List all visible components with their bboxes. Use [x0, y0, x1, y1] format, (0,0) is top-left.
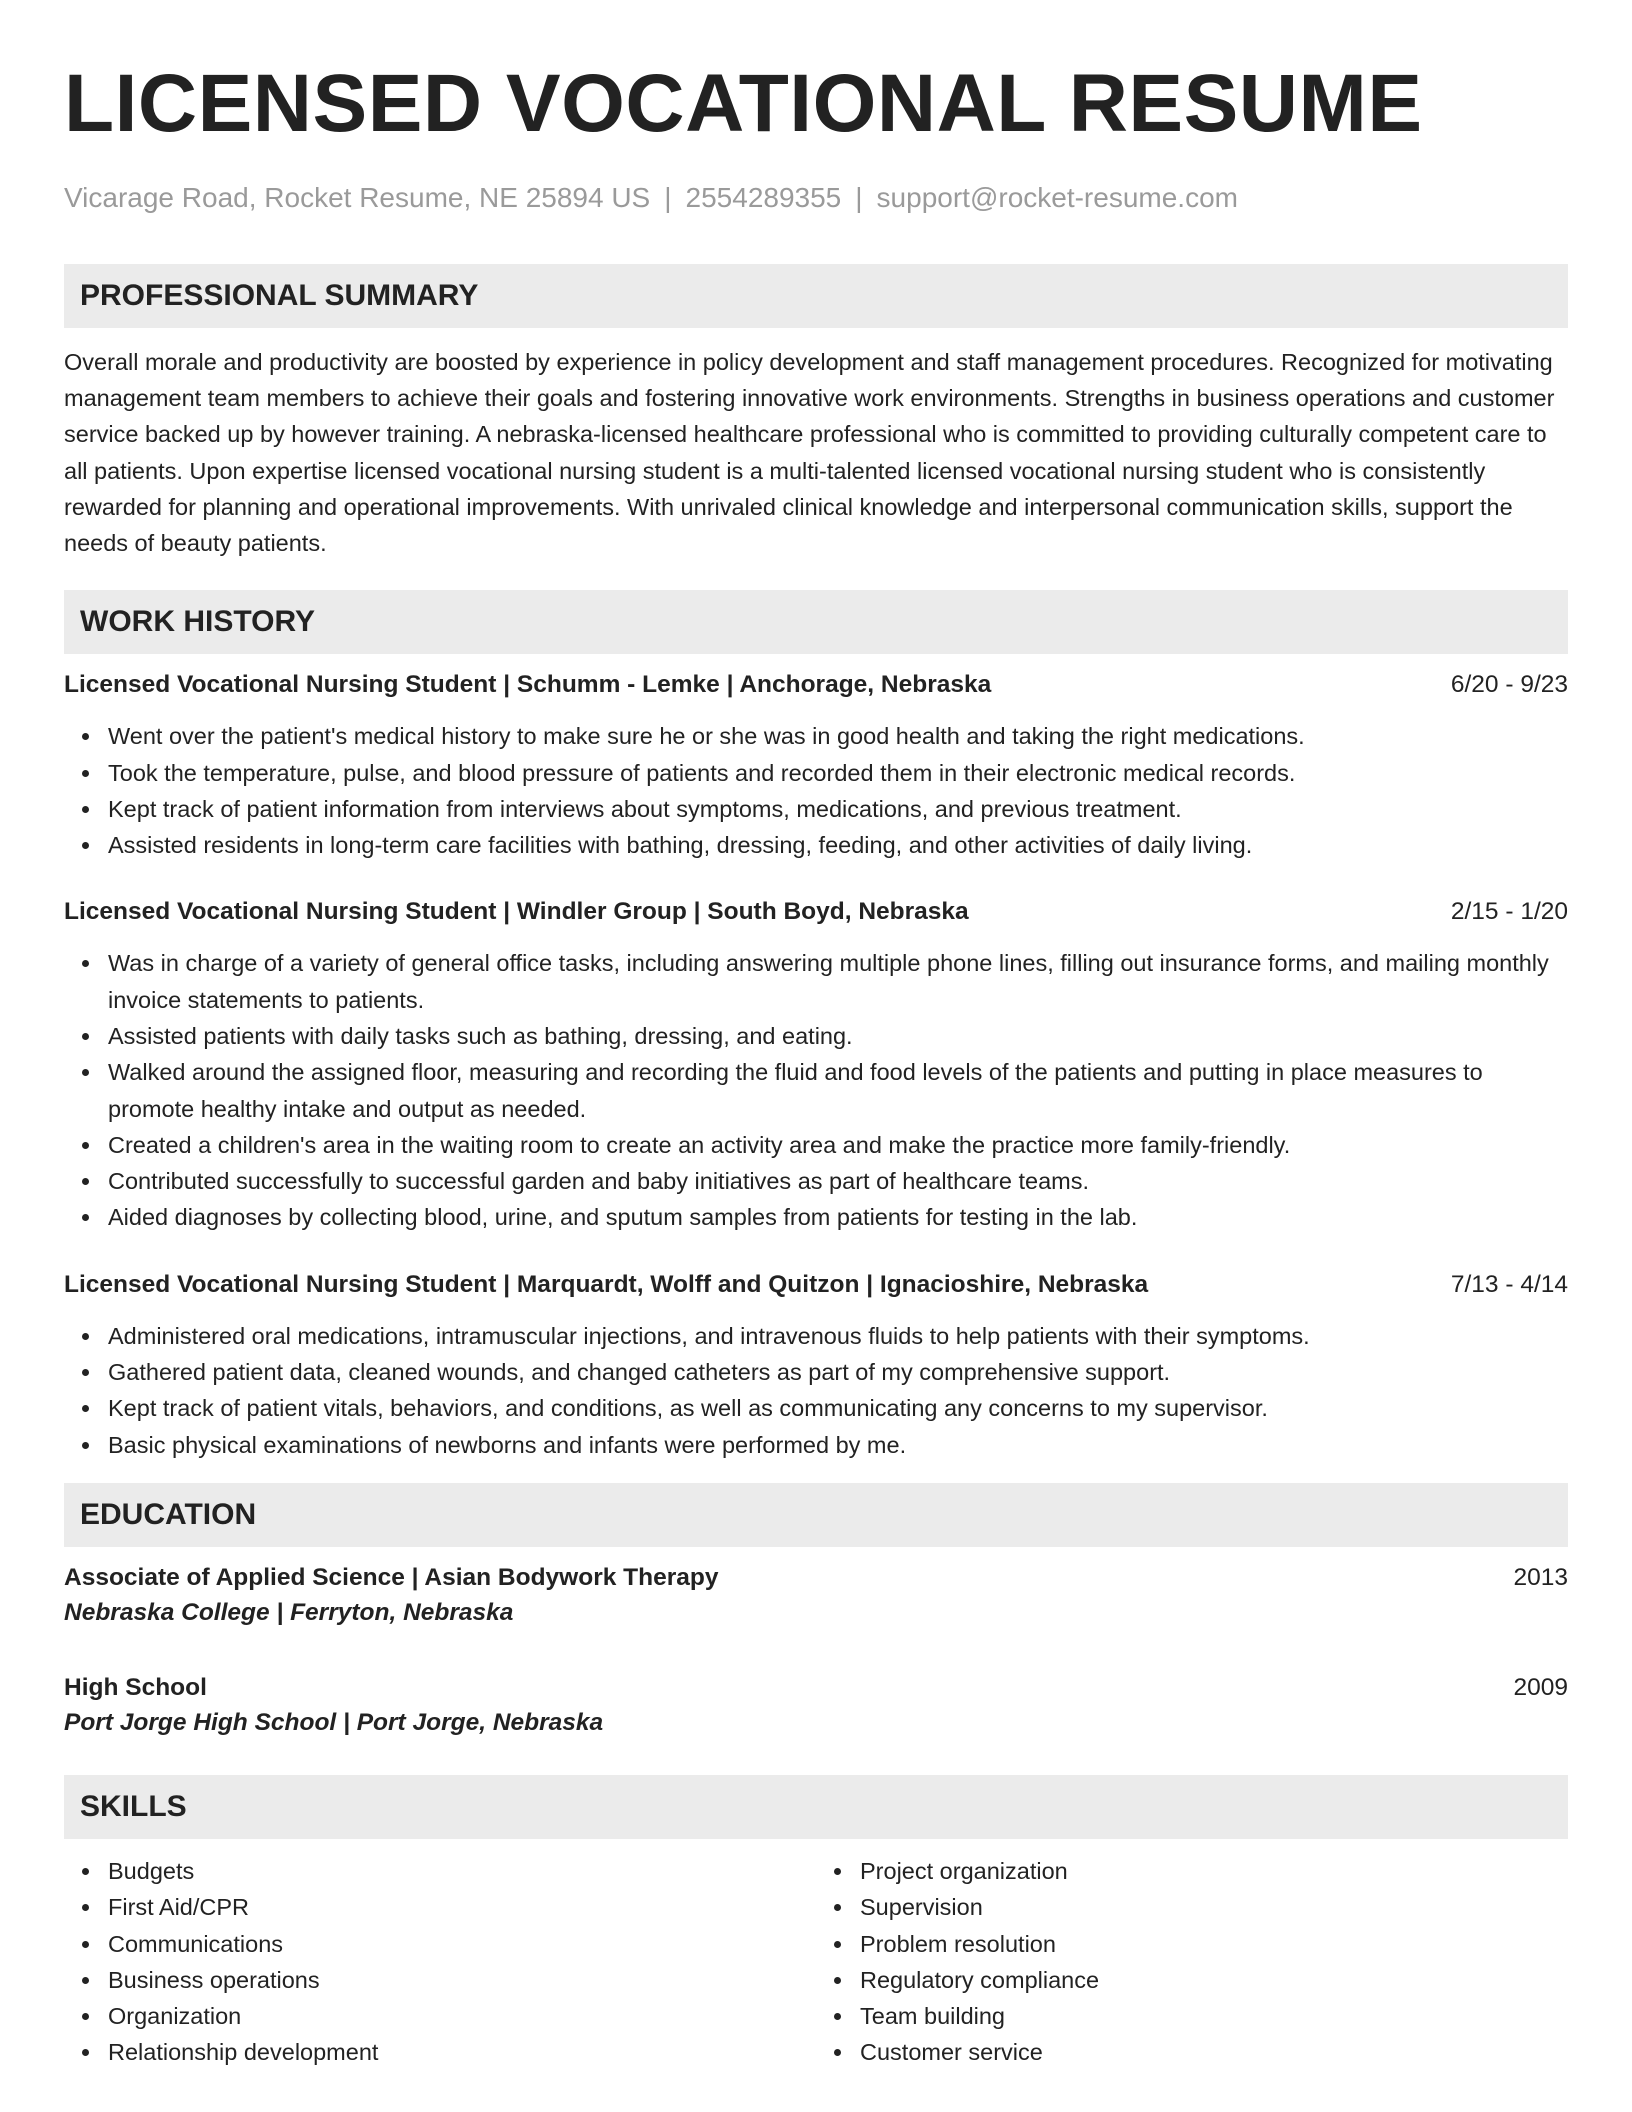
education-year: 2013 [1513, 1563, 1568, 1591]
job-title: Licensed Vocational Nursing Student | Schumm - Lemke | Anchorage, Nebraska [64, 671, 992, 699]
section-heading-work-history: WORK HISTORY [64, 590, 1568, 654]
skill-item: Regulatory compliance [860, 1962, 1568, 1998]
section-heading-skills: SKILLS [64, 1775, 1568, 1839]
job-duty: Kept track of patient vitals, behaviors, and conditions, as well as communicating any concerns to my supervisor. [108, 1390, 1568, 1426]
education-school: Nebraska College | Ferryton, Nebraska [64, 1598, 514, 1626]
job-duty: Kept track of patient information from interviews about symptoms, medications, and previous treatment. [108, 791, 1568, 827]
skills-list-right [816, 1853, 1568, 2071]
contact-address: Vicarage Road, Rocket Resume, NE 25894 US [64, 182, 651, 213]
skill-item: Organization [108, 1998, 816, 2034]
skill-item: Relationship development [108, 2034, 816, 2070]
skill-item: Problem resolution [860, 1926, 1568, 1962]
education-school: Port Jorge High School | Port Jorge, Nebraska [64, 1708, 604, 1736]
contact-separator: | [664, 182, 672, 213]
skill-item: Customer service [860, 2034, 1568, 2070]
job-entry [64, 668, 1568, 863]
job-dates: 2/15 - 1/20 [1450, 898, 1568, 926]
education-degree: High School [64, 1673, 207, 1701]
job-header [64, 668, 1568, 702]
job-title: Licensed Vocational Nursing Student | Windler Group | South Boyd, Nebraska [64, 898, 969, 926]
job-title: Licensed Vocational Nursing Student | Marquardt, Wolff and Quitzon | Ignacioshire, Nebraska [64, 1270, 1149, 1298]
summary-text: Overall morale and productivity are boosted by experience in policy development and staff management procedures. Recognized for motivating management team members to achieve their goals and fostering innovative work environments. Strengths in business operations and customer service backed up by however training. A nebraska-licensed healthcare professional who is committed to providing culturally competent care to all patients. Upon expertise licensed vocational nursing student is a multi-talented licensed vocational nursing student who is consistently rewarded for planning and operational improvements. With unrivaled clinical knowledge and interpersonal communication skills, support the needs of beauty patients. [64, 349, 1555, 557]
job-duty: Administered oral medications, intramuscular injections, and intravenous fluids to help patients with their symptoms. [108, 1318, 1568, 1354]
skills-list-left [64, 1853, 816, 2071]
education-degree: Associate of Applied Science | Asian Bodywork Therapy [64, 1563, 719, 1591]
skill-item: Supervision [860, 1889, 1568, 1925]
skill-item: Business operations [108, 1962, 816, 1998]
job-duty: Contributed successfully to successful garden and baby initiatives as part of healthcare teams. [108, 1163, 1568, 1199]
job-dates: 7/13 - 4/14 [1450, 1270, 1568, 1298]
skill-item: Budgets [108, 1853, 816, 1889]
education-entry [64, 1671, 1568, 1741]
job-duty: Aided diagnoses by collecting blood, urine, and sputum samples from patients for testing in the lab. [108, 1199, 1568, 1235]
job-entry [64, 1268, 1568, 1463]
job-duties-list [64, 945, 1568, 1235]
contact-email[interactable]: support@rocket-resume.com [876, 182, 1238, 213]
education-year: 2009 [1513, 1673, 1568, 1701]
job-header [64, 1268, 1568, 1302]
contact-phone: 2554289355 [685, 182, 842, 213]
job-duty: Basic physical examinations of newborns and infants were performed by me. [108, 1427, 1568, 1463]
job-dates: 6/20 - 9/23 [1450, 671, 1568, 699]
job-duty: Went over the patient's medical history to make sure he or she was in good health and taking the right medications. [108, 718, 1568, 754]
job-entry [64, 895, 1568, 1235]
education-header [64, 1561, 1568, 1595]
skill-item: Project organization [860, 1853, 1568, 1889]
job-duty: Assisted residents in long-term care facilities with bathing, dressing, feeding, and other activities of daily living. [108, 827, 1568, 863]
skill-item: Communications [108, 1926, 816, 1962]
education-header [64, 1671, 1568, 1705]
job-duties-list [64, 1318, 1568, 1463]
section-heading-education: EDUCATION [64, 1483, 1568, 1547]
job-duty: Created a children's area in the waiting room to create an activity area and make the practice more family-friendly. [108, 1127, 1568, 1163]
skill-item: First Aid/CPR [108, 1889, 816, 1925]
education-entry [64, 1561, 1568, 1631]
resume-title: LICENSED VOCATIONAL RESUME [64, 58, 1423, 149]
job-duty: Assisted patients with daily tasks such as bathing, dressing, and eating. [108, 1018, 1568, 1054]
job-header [64, 895, 1568, 929]
job-duty: Gathered patient data, cleaned wounds, and changed catheters as part of my comprehensive support. [108, 1354, 1568, 1390]
section-heading-summary: PROFESSIONAL SUMMARY [64, 264, 1568, 328]
skills-columns [64, 1853, 1568, 2071]
skill-item: Team building [860, 1998, 1568, 2034]
contact-line [64, 180, 1568, 216]
job-duty: Was in charge of a variety of general office tasks, including answering multiple phone lines, filling out insurance forms, and mailing monthly invoice statements to patients. [108, 945, 1568, 1018]
contact-separator: | [855, 182, 863, 213]
job-duty: Took the temperature, pulse, and blood pressure of patients and recorded them in their electronic medical records. [108, 755, 1568, 791]
job-duties-list [64, 718, 1568, 863]
resume-page [64, 0, 1568, 2071]
job-duty: Walked around the assigned floor, measuring and recording the fluid and food levels of the patients and putting in place measures to promote healthy intake and output as needed. [108, 1054, 1568, 1127]
